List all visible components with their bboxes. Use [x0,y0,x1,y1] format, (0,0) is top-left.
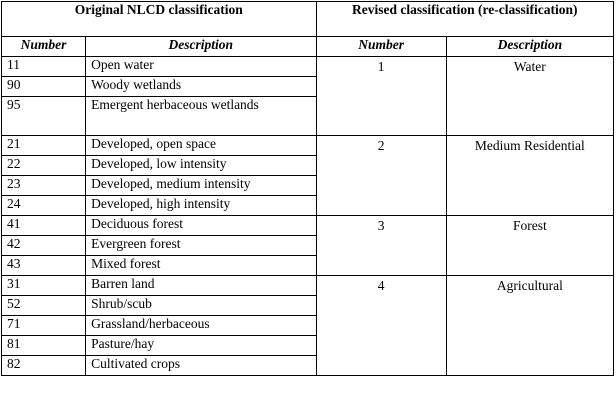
cell-original-number: 81 [2,336,86,356]
cell-original-number: 23 [2,176,86,196]
column-header-original-number: Number [2,37,86,57]
cell-original-number: 31 [2,276,86,296]
cell-revised-description: Agricultural [446,276,613,376]
cell-original-number: 90 [2,77,86,97]
table-sub-header-row [2,37,614,57]
nlcd-reclassification-table [1,1,614,376]
cell-original-description: Mixed forest [86,256,316,276]
cell-original-description: Deciduous forest [86,216,316,236]
group-header-revised: Revised classification (re-classification) [316,2,614,37]
cell-original-number: 95 [2,97,86,136]
cell-revised-number: 2 [316,136,446,216]
cell-revised-description: Forest [446,216,613,276]
cell-original-number: 82 [2,356,86,376]
cell-original-description: Pasture/hay [86,336,316,356]
table-row [2,136,614,156]
cell-original-number: 52 [2,296,86,316]
cell-original-description: Developed, high intensity [86,196,316,216]
cell-original-description: Shrub/scub [86,296,316,316]
cell-original-description: Cultivated crops [86,356,316,376]
cell-original-description: Developed, low intensity [86,156,316,176]
cell-revised-number: 4 [316,276,446,376]
cell-original-number: 11 [2,57,86,77]
cell-original-number: 71 [2,316,86,336]
cell-original-description: Developed, medium intensity [86,176,316,196]
cell-revised-number: 1 [316,57,446,136]
cell-original-description: Evergreen forest [86,236,316,256]
cell-original-description: Grassland/herbaceous [86,316,316,336]
cell-revised-description: Medium Residential [446,136,613,216]
cell-original-number: 24 [2,196,86,216]
table-row [2,216,614,236]
cell-revised-description: Water [446,57,613,136]
table-row [2,276,614,296]
cell-original-number: 22 [2,156,86,176]
table-row [2,57,614,77]
cell-original-number: 43 [2,256,86,276]
column-header-original-description: Description [86,37,316,57]
group-header-original: Original NLCD classification [2,2,317,37]
cell-original-description: Woody wetlands [86,77,316,97]
table-body [2,57,614,376]
cell-original-description: Developed, open space [86,136,316,156]
cell-original-description: Open water [86,57,316,77]
cell-original-number: 21 [2,136,86,156]
table-group-header-row [2,2,614,37]
column-header-revised-description: Description [446,37,613,57]
document-page [0,1,616,408]
cell-original-description: Barren land [86,276,316,296]
column-header-revised-number: Number [316,37,446,57]
cell-original-number: 41 [2,216,86,236]
cell-original-number: 42 [2,236,86,256]
cell-original-description: Emergent herbaceous wetlands [86,97,316,136]
cell-revised-number: 3 [316,216,446,276]
